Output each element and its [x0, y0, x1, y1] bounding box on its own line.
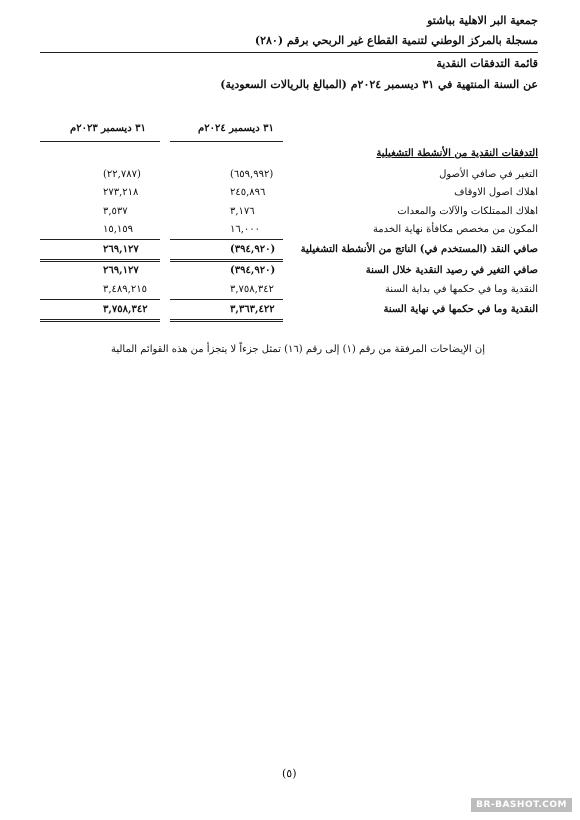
page-number: (٥)	[282, 767, 297, 780]
watermark-logo: BR-BASHOT.COM	[471, 798, 572, 812]
column-header-current: ٣١ ديسمبر ٢٠٢٤م	[198, 123, 274, 134]
total-rule-prior	[40, 299, 160, 300]
row-value-prior: ٢٧٣,٢١٨	[103, 187, 139, 198]
subtotal-rule-current	[170, 239, 283, 240]
row-value-current: (٣٩٤,٩٢٠)	[230, 265, 276, 276]
row-value-prior: (٢٢,٧٨٧)	[103, 169, 141, 180]
final-double-rule-current	[170, 319, 283, 322]
double-rule-prior	[40, 259, 160, 262]
period-line: عن السنة المنتهية في ٣١ ديسمبر ٢٠٢٤م (المبالغ بالريالات السعودية)	[220, 78, 538, 91]
statement-title: قائمة التدفقات النقدية	[436, 57, 538, 70]
row-value-current: ٣,٣٦٣,٤٢٢	[230, 304, 275, 315]
registration-line: مسجلة بالمركز الوطني لتنمية القطاع غير الربحي برقم (٢٨٠)	[254, 34, 538, 47]
footnote: إن الإيضاحات المرفقة من رقم (١) إلى رقم (١٦) تمثل جزءاً لا يتجزأ من هذه القوائم المالية	[111, 344, 485, 355]
row-value-current: ١٦,٠٠٠	[230, 224, 261, 235]
row-value-current: ٣,٧٥٨,٣٤٢	[230, 284, 274, 295]
row-label: التغير في صافي الأصول	[439, 169, 538, 180]
row-value-prior: ٢٦٩,١٢٧	[103, 265, 139, 276]
row-label: اهلاك الممتلكات والآلات والمعدات	[397, 206, 538, 217]
column-underline-prior	[40, 141, 160, 142]
row-label: المكون من مخصص مكافأة نهاية الخدمة	[372, 224, 538, 235]
row-value-current: (٦٥٩,٩٩٢)	[230, 169, 274, 180]
column-underline-current	[170, 141, 283, 142]
row-value-current: ٢٤٥,٨٩٦	[230, 187, 266, 198]
subtotal-rule-prior	[40, 239, 160, 240]
row-value-prior: ٣,٧٥٨,٣٤٢	[103, 304, 148, 315]
row-label: النقدية وما في حكمها في بداية السنة	[384, 284, 538, 295]
double-rule-current	[170, 259, 283, 262]
row-label-net-operating: صافي النقد (المستخدم في) الناتج من الأنشطة التشغيلية	[300, 244, 538, 255]
row-label: اهلاك اصول الاوقاف	[454, 187, 538, 198]
column-header-prior: ٣١ ديسمبر ٢٠٢٣م	[70, 123, 146, 134]
row-value-prior: ١٥,١٥٩	[103, 224, 134, 235]
row-value-prior: ٣,٤٨٩,٢١٥	[103, 284, 147, 295]
row-value-prior: ٢٦٩,١٢٧	[103, 244, 139, 255]
row-value-current: ٣,١٧٦	[230, 206, 255, 217]
row-value-prior: ٣,٥٣٧	[103, 206, 128, 217]
row-value-current: (٣٩٤,٩٢٠)	[230, 244, 276, 255]
section-title-operating: التدفقات النقدية من الأنشطة التشغيلية	[376, 148, 538, 159]
row-label-net-change: صافي التغير في رصيد النقدية خلال السنة	[365, 265, 538, 276]
organization-name: جمعية البر الاهلية بباشتو	[427, 14, 538, 27]
header-divider	[40, 52, 538, 53]
row-label-closing-cash: النقدية وما في حكمها في نهاية السنة	[383, 304, 538, 315]
final-double-rule-prior	[40, 319, 160, 322]
total-rule-current	[170, 299, 283, 300]
